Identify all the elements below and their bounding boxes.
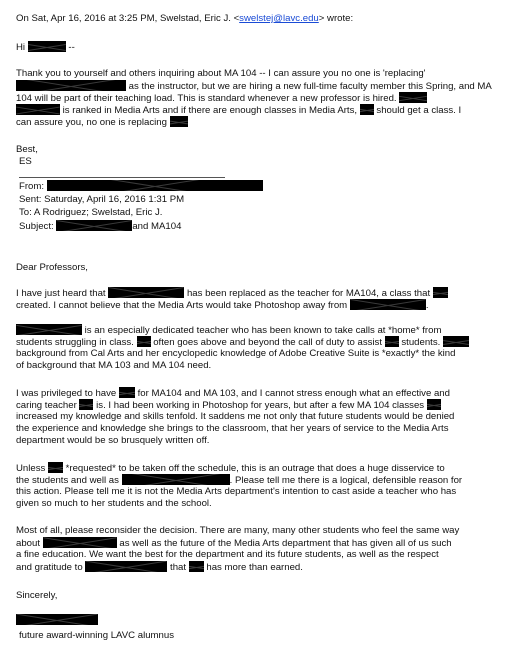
- letter-text: students struggling in class.: [16, 337, 134, 348]
- redaction: [122, 474, 230, 485]
- reply-text: 104 will be part of their teaching load. This is standard whenever a new professor is hired.: [16, 93, 397, 104]
- letter-text: has been replaced as the teacher for MA104, a class that: [186, 288, 431, 299]
- redaction: [443, 336, 469, 347]
- reply-line: Thank you to yourself and others inquiring about MA 104 -- I can assure you no one is 'replacing': [16, 68, 426, 79]
- redaction: [385, 336, 399, 347]
- redaction: [16, 614, 98, 625]
- letter-line: [16, 561, 303, 575]
- reply-text: is ranked in Media Arts and if there are enough classes in Media Arts,: [62, 105, 358, 116]
- letter-line: a fine education. We want the best for the department and its future students, as well as the respect: [16, 549, 439, 560]
- divider: [19, 177, 225, 178]
- from-label: From:: [19, 181, 45, 192]
- redaction: [16, 324, 82, 335]
- forward-subject: [19, 220, 181, 234]
- reply-signature: ES: [19, 156, 32, 167]
- redaction: [79, 399, 93, 410]
- sender-email-link[interactable]: swelstej@lavc.edu: [239, 13, 319, 24]
- reply-text: should get a class. I: [376, 105, 462, 116]
- reply-text: as the instructor, but we are hiring a new full-time faculty member this Spring, and MA: [128, 81, 492, 92]
- redaction: [108, 287, 184, 298]
- redaction: [350, 299, 426, 310]
- letter-text: often goes above and beyond the call of duty to assist: [153, 337, 383, 348]
- redaction: [43, 537, 117, 548]
- redaction: [28, 41, 66, 52]
- letter-text: *requested* to be taken off the schedule, this is an outrage that does a huge disservice to: [65, 463, 445, 474]
- letter-text: Unless: [16, 463, 46, 474]
- quote-header-prefix: On Sat, Apr 16, 2016 at 3:25 PM, Swelstad, Eric J. <: [16, 13, 240, 24]
- subject-text: and MA104: [132, 221, 182, 232]
- letter-line: background from Cal Arts and her encyclopedic knowledge of Adobe Creative Suite is *exactly* the kind: [16, 348, 456, 359]
- signature-line: future award-winning LAVC alumnus: [19, 630, 174, 641]
- redaction: [16, 80, 126, 91]
- reply-signoff: Best,: [16, 144, 38, 155]
- reply-text: can assure you, no one is replacing: [16, 117, 167, 128]
- greeting-dashes: --: [68, 42, 75, 53]
- letter-text: that: [170, 562, 187, 573]
- quote-header-suffix: > wrote:: [318, 13, 354, 24]
- forward-to: To: A Rodriguez; Swelstad, Eric J.: [19, 207, 163, 218]
- closing: Sincerely,: [16, 590, 58, 601]
- redaction: [427, 399, 441, 410]
- letter-text: I was privileged to have: [16, 388, 117, 399]
- letter-text: I have just heard that: [16, 288, 106, 299]
- forward-from: [19, 180, 263, 194]
- letter-text: created. I cannot believe that the Media Arts would take Photoshop away from: [16, 300, 348, 311]
- letter-line: given so much to her students and the school.: [16, 498, 212, 509]
- forward-sent: Sent: Saturday, April 16, 2016 1:31 PM: [19, 194, 185, 205]
- letter-text: .: [425, 300, 429, 311]
- greeting-text: Hi: [16, 42, 26, 53]
- letter-line: [16, 299, 429, 313]
- letter-text: about: [16, 538, 41, 549]
- letter-text: the students and well as: [16, 475, 119, 486]
- redaction: [189, 561, 204, 572]
- redaction: [433, 287, 448, 298]
- letter-line: this action. Please tell me it is not the Media Arts department's intention to cast aside a teacher who has: [16, 486, 457, 497]
- letter-line: the experience and knowledge she brings to the classroom, that her years of service to the Media Arts: [16, 423, 449, 434]
- letter-text: as well as the future of the Media Arts department that has given all of us such: [119, 538, 452, 549]
- redaction: [399, 92, 427, 103]
- letter-line: Most of all, please reconsider the decision. There are many, many other students who feel the same way: [16, 525, 460, 536]
- letter-text: is. I had been working in Photoshop for years, but after a few MA 104 classes: [96, 400, 425, 411]
- letter-text: for MA104 and MA 103, and I cannot stress enough what an effective and: [137, 388, 450, 399]
- redaction: [137, 336, 151, 347]
- salutation: Dear Professors,: [16, 262, 88, 273]
- letter-text: students.: [401, 337, 441, 348]
- letter-line: department would be so brusquely written off.: [16, 435, 210, 446]
- redaction: [119, 387, 135, 398]
- redaction: [48, 462, 63, 473]
- subject-label: Subject:: [19, 221, 54, 232]
- reply-line: [16, 116, 188, 130]
- letter-text: and gratitude to: [16, 562, 83, 573]
- letter-text: has more than earned.: [206, 562, 303, 573]
- redaction: [170, 116, 188, 127]
- redaction: [85, 561, 167, 572]
- quote-header: [16, 13, 353, 26]
- letter-line: of background that MA 103 and MA 104 need.: [16, 360, 212, 371]
- redaction: [360, 104, 374, 115]
- redaction: [16, 104, 60, 115]
- letter-text: is an especially dedicated teacher who has been known to take calls at *home* from: [84, 325, 442, 336]
- letter-line: increased my knowledge and skills tenfold. It saddens me not only that future students would be denied: [16, 411, 455, 422]
- letter-text: caring teacher: [16, 400, 77, 411]
- redaction: [47, 180, 263, 191]
- redaction: [56, 220, 132, 231]
- signature-name: [16, 614, 98, 628]
- letter-text: . Please tell me there is a logical, defensible reason for: [229, 475, 463, 486]
- reply-greeting: [16, 41, 75, 55]
